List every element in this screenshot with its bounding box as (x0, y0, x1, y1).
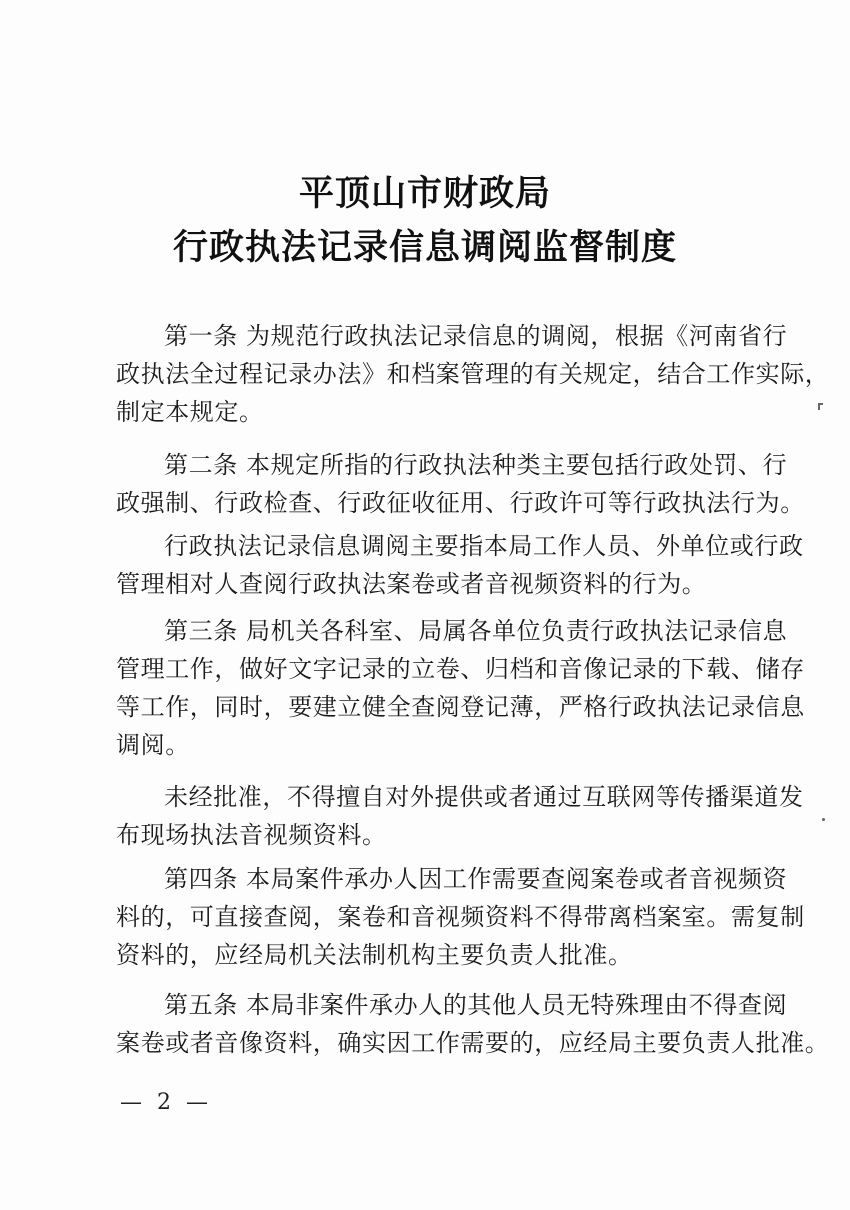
paragraph-line: 第四条 本局案件承办人因工作需要查阅案卷或者音视频资 (164, 865, 788, 893)
paragraph-line: 案卷或者音像资料，确实因工作需要的，应经局主要负责人批准。 (116, 1029, 830, 1057)
paragraph-line: 第一条 为规范行政执法记录信息的调阅，根据《河南省行 (164, 322, 788, 350)
paragraph-line: 未经批准，不得擅自对外提供或者通过互联网等传播渠道发 (164, 783, 804, 811)
article-2-paragraph (116, 446, 805, 522)
document-title-line-2: 行政执法记录信息调阅监督制度 (172, 227, 677, 268)
article-5-paragraph (116, 986, 830, 1062)
article-4-paragraph (116, 860, 805, 974)
scan-artifact-mark (818, 403, 820, 410)
paragraph-line: 调阅。 (116, 731, 190, 759)
paragraph-line: 第三条 局机关各科室、局属各单位负责行政执法记录信息 (164, 617, 788, 645)
paragraph-line: 布现场执法音视频资料。 (116, 821, 387, 849)
scan-artifact-dot (822, 818, 825, 821)
paragraph-line: 管理相对人查阅行政执法案卷或者音视频资料的行为。 (116, 570, 707, 598)
page-number: — 2 — (120, 1090, 212, 1115)
article-3-subparagraph (116, 778, 804, 854)
paragraph-line: 料的，可直接查阅，案卷和音视频资料不得带离档案室。需复制 (116, 903, 805, 931)
article-1-paragraph (116, 317, 830, 431)
paragraph-line: 制定本规定。 (116, 398, 264, 426)
paragraph-line: 等工作，同时，要建立健全查阅登记薄，严格行政执法记录信息 (116, 693, 805, 721)
paragraph-line: 政执法全过程记录办法》和档案管理的有关规定，结合工作实际， (116, 360, 830, 388)
paragraph-line: 政强制、行政检查、行政征收征用、行政许可等行政执法行为。 (116, 489, 805, 517)
paragraph-line: 管理工作，做好文字记录的立卷、归档和音像记录的下载、储存 (116, 655, 805, 683)
article-2-subparagraph (116, 527, 804, 603)
paragraph-line: 第五条 本局非案件承办人的其他人员无特殊理由不得查阅 (164, 991, 788, 1019)
document-title-line-1: 平顶山市财政局 (298, 173, 551, 214)
paragraph-line: 第二条 本规定所指的行政执法种类主要包括行政处罚、行 (164, 451, 788, 479)
paragraph-line: 资料的，应经局机关法制机构主要负责人批准。 (116, 941, 633, 969)
article-3-paragraph (116, 612, 805, 764)
paragraph-line: 行政执法记录信息调阅主要指本局工作人员、外单位或行政 (164, 532, 804, 560)
